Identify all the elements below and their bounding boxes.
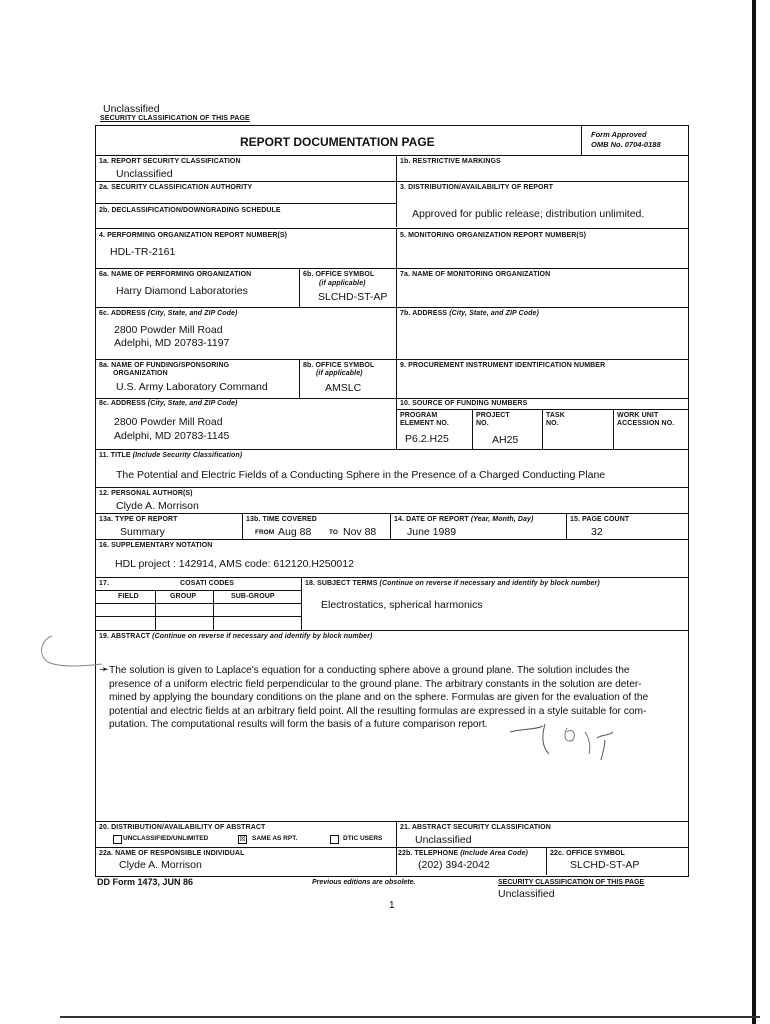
abstract-line: The solution is given to Laplace's equation for a conducting sphere above a ground plane. The solution includes the bbox=[109, 665, 630, 676]
report-type-label: 13a. TYPE OF REPORT bbox=[99, 516, 178, 523]
abstract-line: putation. The computational results will form the basis of a future comparison report. bbox=[109, 719, 488, 731]
address-6c-line1[interactable]: 2800 Powder Mill Road bbox=[114, 324, 223, 336]
telephone-value[interactable]: (202) 394-2042 bbox=[418, 859, 490, 871]
address-8c-line2[interactable]: Adelphi, MD 20783-1145 bbox=[114, 430, 230, 442]
office-symbol-22c-value[interactable]: SLCHD-ST-AP bbox=[570, 859, 640, 871]
personal-author-value[interactable]: Clyde A. Morrison bbox=[116, 500, 199, 512]
performing-org-name-label: 6a. NAME OF PERFORMING ORGANIZATION bbox=[99, 271, 252, 278]
subject-terms-label: 18. SUBJECT TERMS bbox=[305, 580, 378, 587]
task-label-1: TASK bbox=[546, 412, 565, 419]
address-6c-line2[interactable]: Adelphi, MD 20783-1197 bbox=[114, 337, 230, 349]
form-id: DD Form 1473, JUN 86 bbox=[97, 877, 194, 887]
supplementary-notation-label: 16. SUPPLEMENTARY NOTATION bbox=[99, 542, 213, 549]
cosati-codes-label: COSATI CODES bbox=[180, 580, 234, 587]
address-6c-italic: (City, State, and ZIP Code) bbox=[147, 310, 238, 317]
responsible-individual-value[interactable]: Clyde A. Morrison bbox=[119, 859, 202, 871]
restrictive-markings-label: 1b. RESTRICTIVE MARKINGS bbox=[400, 158, 501, 165]
funding-org-label-1: 8a. NAME OF FUNDING/SPONSORING bbox=[99, 362, 230, 369]
top-classification: Unclassified bbox=[103, 103, 160, 115]
report-date-label: 14. DATE OF REPORT bbox=[394, 516, 469, 523]
program-label-2: ELEMENT NO. bbox=[400, 420, 449, 427]
address-8c-label: 8c. ADDRESS bbox=[99, 400, 146, 407]
report-type-value[interactable]: Summary bbox=[120, 526, 165, 538]
responsible-individual-label: 22a. NAME OF RESPONSIBLE INDIVIDUAL bbox=[99, 850, 245, 857]
program-element-value[interactable]: P6.2.H25 bbox=[405, 433, 449, 445]
report-security-classification-value[interactable]: Unclassified bbox=[116, 168, 173, 180]
dtic-users-checkbox[interactable] bbox=[330, 835, 339, 844]
scan-edge-right bbox=[752, 0, 756, 1024]
bottom-classification: Unclassified bbox=[498, 888, 555, 900]
form-title: REPORT DOCUMENTATION PAGE bbox=[240, 135, 435, 149]
procurement-number-label: 9. PROCUREMENT INSTRUMENT IDENTIFICATION NUMBER bbox=[400, 362, 606, 369]
telephone-italic: (Include Area Code) bbox=[460, 850, 528, 857]
cosati-field-header: FIELD bbox=[118, 593, 139, 600]
funding-org-label-2: ORGANIZATION bbox=[113, 370, 168, 377]
monitoring-report-number-label: 5. MONITORING ORGANIZATION REPORT NUMBER(S) bbox=[400, 232, 587, 239]
address-7b-italic: (City, State, and ZIP Code) bbox=[449, 310, 539, 317]
security-classification-label: SECURITY CLASSIFICATION OF THIS PAGE bbox=[100, 115, 250, 122]
office-symbol-6b-value[interactable]: SLCHD-ST-AP bbox=[318, 291, 388, 303]
work-unit-label-1: WORK UNIT bbox=[617, 412, 659, 419]
same-as-rpt-label: SAME AS RPT. bbox=[252, 835, 298, 842]
unclassified-unlimited-checkbox[interactable] bbox=[113, 835, 122, 844]
office-symbol-22c-label: 22c. OFFICE SYMBOL bbox=[550, 850, 625, 857]
dtic-users-label: DTIC USERS bbox=[343, 835, 383, 842]
unclassified-unlimited-label: UNCLASSIFIED/UNLIMITED bbox=[123, 835, 209, 842]
abstract-label: 19. ABSTRACT bbox=[99, 633, 151, 640]
title-value[interactable]: The Potential and Electric Fields of a Conducting Sphere in the Presence of a Charged Conducting Plane bbox=[116, 469, 606, 481]
performing-report-number-label: 4. PERFORMING ORGANIZATION REPORT NUMBER(S) bbox=[99, 232, 288, 239]
office-symbol-6b-label: 6b. OFFICE SYMBOL bbox=[303, 271, 375, 278]
abstract-italic: (Continue on reverse if necessary and identify by block number) bbox=[152, 633, 373, 640]
personal-author-label: 12. PERSONAL AUTHOR(S) bbox=[99, 490, 193, 497]
cosati-number-label: 17. bbox=[99, 580, 110, 587]
report-date-italic: (Year, Month, Day) bbox=[470, 516, 534, 523]
program-label-1: PROGRAM bbox=[400, 412, 438, 419]
abstract-line: presence of a uniform electric field perpendicular to the ground plane. The arbitrary constants in the solution are deter- bbox=[109, 678, 642, 690]
task-label-2: NO. bbox=[546, 420, 559, 427]
classification-authority-label: 2a. SECURITY CLASSIFICATION AUTHORITY bbox=[99, 184, 253, 191]
distribution-abstract-label: 20. DISTRIBUTION/AVAILABILITY OF ABSTRACT bbox=[99, 824, 266, 831]
page-count-value[interactable]: 32 bbox=[591, 526, 603, 538]
address-6c-label: 6c. ADDRESS bbox=[99, 310, 146, 317]
pencil-bracket-mark bbox=[30, 630, 110, 680]
address-7b-label: 7b. ADDRESS bbox=[400, 310, 448, 317]
arrow-mark-icon: ➛ bbox=[99, 662, 110, 676]
distribution-report-label: 3. DISTRIBUTION/AVAILABILITY OF REPORT bbox=[400, 184, 554, 191]
report-date-value[interactable]: June 1989 bbox=[407, 526, 457, 538]
time-covered-to-label: TO bbox=[329, 529, 338, 536]
abstract-line: potential and electric fields at an arbitrary field point. All the resulting formulas are expressed in a style suitable for com- bbox=[109, 705, 647, 717]
project-label-2: NO. bbox=[476, 420, 489, 427]
abstract-classification-value[interactable]: Unclassified bbox=[415, 834, 472, 846]
office-symbol-6b-sub: (if applicable) bbox=[319, 280, 366, 287]
title-label: 11. TITLE bbox=[99, 452, 131, 459]
form-approved: Form Approved bbox=[591, 130, 647, 139]
obsolete-note: Previous editions are obsolete. bbox=[312, 879, 416, 886]
address-8c-italic: (City, State, and ZIP Code) bbox=[147, 400, 238, 407]
funding-source-label: 10. SOURCE OF FUNDING NUMBERS bbox=[400, 400, 528, 407]
office-symbol-8b-value[interactable]: AMSLC bbox=[325, 382, 362, 394]
work-unit-label-2: ACCESSION NO. bbox=[617, 420, 675, 427]
same-as-rpt-checkbox[interactable]: ☒ bbox=[239, 836, 246, 843]
report-security-classification-label: 1a. REPORT SECURITY CLASSIFICATION bbox=[99, 158, 241, 165]
abstract-classification-label: 21. ABSTRACT SECURITY CLASSIFICATION bbox=[400, 824, 551, 831]
scan-edge-bottom bbox=[60, 1016, 760, 1018]
page-count-label: 15. PAGE COUNT bbox=[570, 516, 630, 523]
time-covered-label: 13b. TIME COVERED bbox=[246, 516, 317, 523]
telephone-label: 22b. TELEPHONE bbox=[398, 850, 459, 857]
time-covered-from-label: FROM bbox=[255, 529, 275, 536]
supplementary-notation-value[interactable]: HDL project : 142914, AMS code: 612120.H250012 bbox=[115, 558, 354, 570]
cosati-subgroup-header: SUB-GROUP bbox=[231, 593, 275, 600]
funding-org-value[interactable]: U.S. Army Laboratory Command bbox=[116, 381, 268, 393]
performing-org-name-value[interactable]: Harry Diamond Laboratories bbox=[116, 285, 248, 297]
time-covered-from-value[interactable]: Aug 88 bbox=[278, 526, 312, 538]
office-symbol-8b-sub: (if applicable) bbox=[316, 370, 363, 377]
handwritten-scribble-mark bbox=[505, 718, 625, 768]
project-label-1: PROJECT bbox=[476, 412, 510, 419]
footer-security-label: SECURITY CLASSIFICATION OF THIS PAGE bbox=[498, 879, 645, 886]
subject-terms-value[interactable]: Electrostatics, spherical harmonics bbox=[321, 599, 483, 611]
time-covered-to-value[interactable]: Nov 88 bbox=[343, 526, 377, 538]
monitoring-org-name-label: 7a. NAME OF MONITORING ORGANIZATION bbox=[400, 271, 551, 278]
office-symbol-8b-label: 8b. OFFICE SYMBOL bbox=[303, 362, 375, 369]
subject-terms-italic: (Continue on reverse if necessary and identify by block number) bbox=[379, 580, 600, 587]
omb-number: OMB No. 0704-0188 bbox=[591, 140, 661, 149]
declassification-schedule-label: 2b. DECLASSIFICATION/DOWNGRADING SCHEDULE bbox=[99, 207, 281, 214]
distribution-report-value[interactable]: Approved for public release; distribution unlimited. bbox=[412, 208, 645, 220]
cosati-group-header: GROUP bbox=[170, 593, 197, 600]
abstract-line: mined by applying the boundary conditions on the plane and on the sphere. Formulas are given for the evaluation of the bbox=[109, 692, 649, 704]
address-8c-line1[interactable]: 2800 Powder Mill Road bbox=[114, 416, 223, 428]
performing-report-number-value[interactable]: HDL-TR-2161 bbox=[110, 246, 176, 258]
title-italic: (Include Security Classification) bbox=[132, 452, 243, 459]
project-number-value[interactable]: AH25 bbox=[492, 434, 519, 446]
page-number: 1 bbox=[389, 900, 395, 911]
